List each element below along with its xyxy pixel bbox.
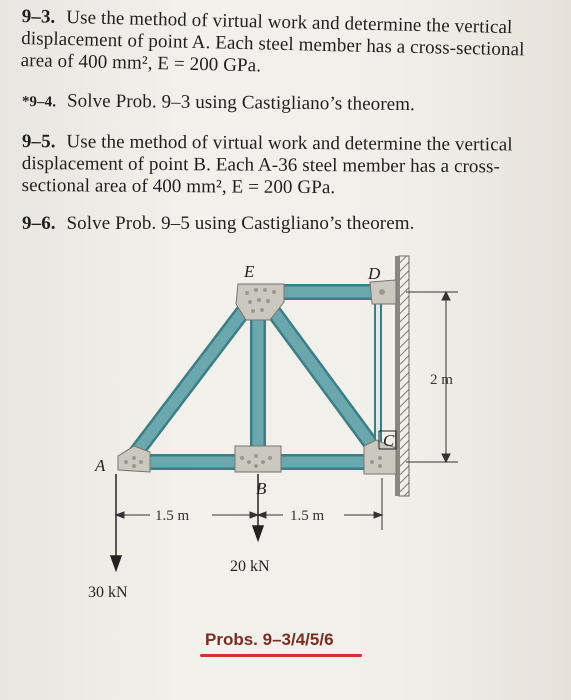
- problem-text: Use the method of virtual work and determine the vertical displacement of point B. Each A-36 steel member has a cross-sectional area of 400 mm², E = 200 GPa.: [21, 131, 513, 199]
- load-label-A: 30 kN: [88, 584, 128, 601]
- problem-text: Solve Prob. 9–5 using Castigliano’s theorem.: [66, 213, 415, 234]
- caption-underline: [200, 654, 362, 657]
- problem-number: 9–3.: [21, 6, 56, 28]
- load-arrows: [88, 474, 270, 601]
- problem-text: Solve Prob. 9–3 using Castigliano’s theorem.: [66, 90, 416, 116]
- problem-number: 9–6.: [22, 213, 56, 234]
- label-E: E: [244, 262, 255, 281]
- problem-number: 9–5.: [21, 131, 56, 153]
- dim-height-label: 2 m: [430, 372, 453, 388]
- dimension-height: [406, 292, 458, 462]
- label-C: C: [383, 431, 395, 450]
- label-D: D: [368, 264, 381, 283]
- figure-caption: Probs. 9–3/4/5/6: [205, 630, 334, 649]
- label-B: B: [256, 479, 267, 498]
- label-A: A: [95, 456, 106, 475]
- load-label-B: 20 kN: [230, 558, 270, 575]
- problem-number: *9–4.: [21, 93, 57, 111]
- problem-text: Use the method of virtual work and determine the vertical displacement of point A. Each steel member has a cross-sectional area of 400 mm², E = 200 GPa.: [20, 7, 525, 77]
- dim-left-label: 1.5 m: [155, 508, 190, 524]
- dim-right-label: 1.5 m: [290, 508, 325, 524]
- dimension-spans: [116, 476, 382, 530]
